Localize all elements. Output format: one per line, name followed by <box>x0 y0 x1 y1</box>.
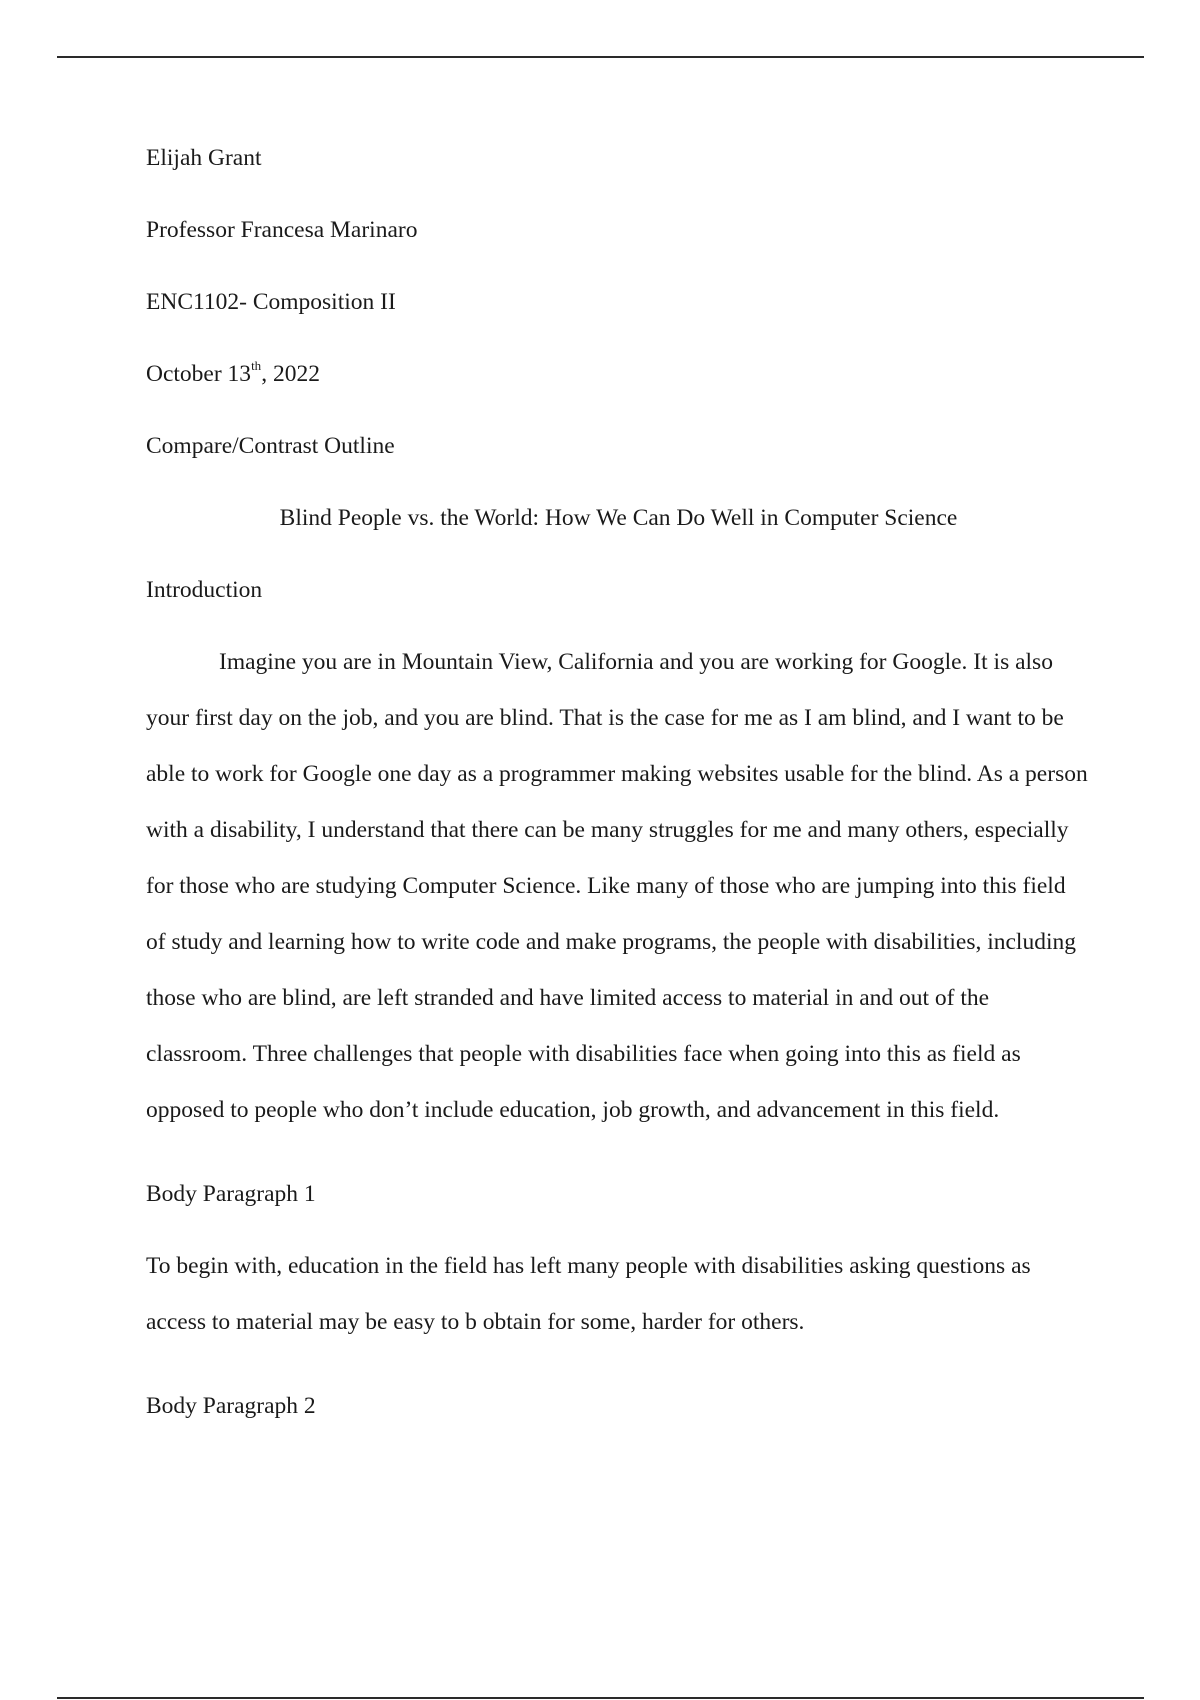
body-paragraph-2-heading: Body Paragraph 2 <box>146 1393 316 1419</box>
body-paragraph-1 <box>146 1238 1091 1350</box>
body-paragraph-1-heading: Body Paragraph 1 <box>146 1181 316 1207</box>
body-paragraph-1-text: To begin with, education in the field has left many people with disabilities asking questions as access to material may be easy to b obtain for some, harder for others. <box>146 1253 1031 1335</box>
date-ordinal-suffix: th <box>251 358 262 374</box>
document-page <box>146 142 1091 1462</box>
introduction-paragraph <box>146 634 1091 1138</box>
introduction-text: Imagine you are in Mountain View, California and you are working for Google. It is also your first day on the job, and you are blind. That is the case for me as I am blind, and I want to be able to work for Google one day as a programmer making websites usable for the blind. As a person with a disability, I understand that there can be many struggles for me and many others, especially for those who are studying Computer Science. Like many of those who are jumping into this field of study and learning how to write code and make programs, the people with disabilities, including those who are blind, are left stranded and have limited access to material in and out of the classroom. Three challenges that people with disabilities face when going into this as field as opposed to people who don’t include education, job growth, and advancement in this field. <box>146 649 1088 1123</box>
introduction-heading: Introduction <box>146 577 263 603</box>
date-year: , 2022 <box>261 361 320 387</box>
document-title: Blind People vs. the World: How We Can Do Well in Computer Science <box>279 505 958 531</box>
bottom-page-rule <box>57 1697 1144 1699</box>
date-line <box>146 358 1091 390</box>
professor-name: Professor Francesa Marinaro <box>146 217 418 243</box>
student-name: Elijah Grant <box>146 145 262 171</box>
course-name: ENC1102- Composition II <box>146 289 396 315</box>
top-page-rule <box>57 56 1144 58</box>
date-month-day: October 13 <box>146 361 252 387</box>
assignment-name: Compare/Contrast Outline <box>146 433 395 459</box>
